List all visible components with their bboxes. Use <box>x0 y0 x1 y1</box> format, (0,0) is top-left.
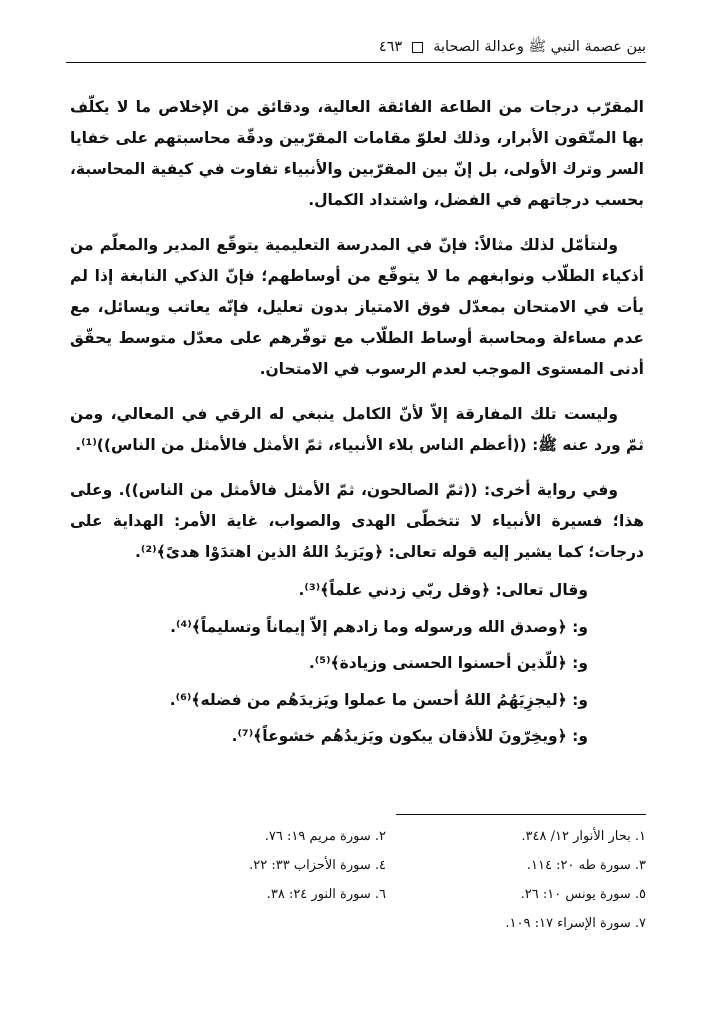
footnote-7: ٧. سورة الإسراء ١٧: ١٠٩. <box>505 916 646 931</box>
paragraph-2: ولنتأمّل لذلك مثالاً: فإنّ في المدرسة التعليمية يتوقّع المدير والمعلّم من أذكياء الطلّاب ونوابغهم ما لا يتوقّع من أوساطهم؛ فإنّ الذكي النابغة إذا لم يأت في الامتحان بمعدّل فوق الامتياز بدون تعليل، فإنّه يعاتب ويسائل، مع عدم مساءلة ومحاسبة أوساط الطلّاب مع توفّرهم على معدّل متوسط يحقّق أدنى المستوى الموجب لعدم الرسوب في الامتحان. <box>70 236 644 378</box>
verse-2: و: ﴿وصدق الله ورسوله وما زادهم إلاّ إيماناً وتسليماً﴾⁽⁴⁾. <box>170 617 588 636</box>
footnote-row <box>70 822 646 851</box>
footnote-1: ١. بحار الأنوار ١٢/ ٣٤٨. <box>521 829 646 844</box>
footnote-row <box>70 909 646 938</box>
paragraph-4: وفي رواية أخرى: ((ثمّ الصالحون، ثمّ الأمثل فالأمثل من الناس)). وعلى هذا؛ فسيرة الأنبياء لا تتخطّى الهدى والصواب، غاية الأمر: الهداية على درجات؛ كما يشير إليه قوله تعالى: ﴿ويَزيدُ اللهُ الذين اهتدَوْا هدىً﴾⁽²⁾. <box>70 481 644 561</box>
paragraph-1: المقرّب درجات من الطاعة الفائقة العالية، ودقائق من الإخلاص ما لا يكلّف بها المتّقون الأبرار، وذلك لعلوّ مقامات المقرّبين ودقّة محاسبتهم على خفايا السر وترك الأولى، بل إنّ بين المقرّبين والأنبياء تفاوت في كيفية المحاسبة، بحسب درجاتهم في الفضل، واشتداد الكمال. <box>70 98 644 209</box>
main-text <box>70 92 644 582</box>
footnote-divider <box>396 814 646 815</box>
footnote-6: ٦. سورة النور ٢٤: ٣٨. <box>266 887 386 902</box>
running-header <box>66 36 646 58</box>
header-title: بين عصمة النبي ﷺ وعدالة الصحابة <box>433 39 646 55</box>
footnote-row <box>70 880 646 909</box>
footnote-3: ٣. سورة طه ٢٠: ١١٤. <box>526 858 646 873</box>
paragraph-3: وليست تلك المفارقة إلاّ لأنّ الكامل ينبغي له الرقي في المعالي، ومن ثمّ ورد عنه ﷺ: ((أعظم الناس بلاء الأنبياء، ثمّ الأمثل فالأمثل من الناس))⁽¹⁾. <box>70 405 644 454</box>
footnote-row <box>70 851 646 880</box>
page-number: ٤٦٣ <box>378 39 403 55</box>
footnote-5: ٥. سورة يونس ١٠: ٢٦. <box>520 887 646 902</box>
header-divider <box>66 62 646 63</box>
square-ornament-icon <box>412 42 423 53</box>
verse-3: و: ﴿للّذين أحسنوا الحسنى وزيادة﴾⁽⁵⁾. <box>308 654 588 672</box>
verse-4: و: ﴿ليجزِيَهُمُ اللهُ أحسن ما عملوا ويَزيدَهُم من فضله﴾⁽⁶⁾. <box>169 690 588 709</box>
verse-5: و: ﴿ويخِرّونَ للأذقان يبكون ويَزيدُهُم خشوعاً﴾⁽⁷⁾. <box>231 727 588 745</box>
footnotes <box>70 822 646 938</box>
footnote-2: ٢. سورة مريم ١٩: ٧٦. <box>264 829 386 844</box>
verse-1: وقال تعالى: ﴿وقل ربّي زدني علماً﴾⁽³⁾. <box>298 581 588 599</box>
footnote-4: ٤. سورة الأحزاب ٣٣: ٢٢. <box>249 858 386 873</box>
verse-list <box>70 574 588 757</box>
